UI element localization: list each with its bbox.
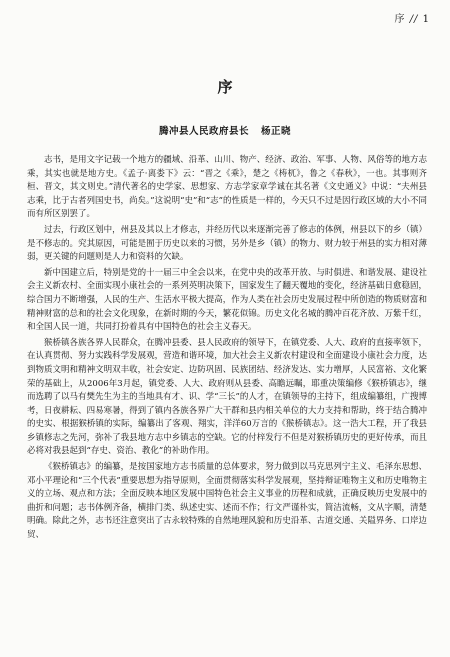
page-number: 1 [422,14,430,25]
running-header [395,10,431,25]
byline [0,123,450,137]
paragraph-2: 过去，行政区划中，州县及其以上才修志，并经历代以来逐渐完善了修志的体例，州县以下的乡（镇）是不修志的。究其原因，可能是囿于历史以来的习惯，另外是乡（镇）的物力、财力较于州县的实力相对薄弱，更关键的问题则是人力和资料的欠缺。 [27,224,427,263]
running-title: 序 [394,14,406,25]
paragraph-5: 《猴桥镇志》的编纂，是按国家地方志书质量的总体要求，努力做到以马克思列宁主义、毛泽东思想、邓小平理论和“三个代表”重要思想为指导原则，全面贯彻落实科学发展观，坚持辩证唯物主义和历史唯物主义的立场、观点和方法；全面反映本地区发展中国特色社会主义事业的历程和成就，正确反映历史发展中的曲折和问题；志书体例齐备，横排门类、纵述史实、述而不作；行文严谨朴实，简洁流畅，文从字顺，清楚明确。除此之外，志书还注意突出了古永较特殊的自然地理风貌和历史沿革、古道交通、关隘界务、口岸边贸、 [27,462,427,541]
author-position: 腾冲县人民政府县长 [158,126,249,137]
author-name: 杨正晓 [261,126,292,137]
page-title: 序 [217,78,233,96]
paragraph-3: 新中国建立后，特别是党的十一届三中全会以来，在党中央的改革开放、与时俱进、和谐发展、建设社会主义新农村、全面实现小康社会的一系列英明决策下，国家发生了翻天覆地的变化，经济基础日愈稳固，综合国力不断增强，人民的生产、生活水平极大提高，作为人类在社会历史发展过程中所创造的物质财富和精神财富的总和的社会文化现象，在新时期的今天，繁花似锦。历史文化名城的腾冲百花齐放、万紫千红，和全国人民一道，共同打扮着具有中国特色的社会主义春天。 [27,267,427,333]
preface-body [27,154,427,545]
running-separator: // [409,14,419,25]
paragraph-1: 志书，是用文字记载一个地方的疆域、沿革、山川、物产、经济、政治、军事、人物、风俗等的地方志乘，其实也就是地方史。《孟子·离娄下》云：“晋之《乘》，楚之《梼杌》，鲁之《春秋》，一也。其事则齐桓、晋文，其文则史。”清代著名的史学家、思想家、方志学家章学诚在其名著《文史通义》中说：“夫州县志乘，比于古者列国史书，尚矣。”这说明“史”和“志”的性质是一样的，今天只不过是因行政区域的大小不同而有所区别罢了。 [27,155,427,220]
paragraph-4: 猴桥镇各族各界人民群众，在腾冲县委、县人民政府的领导下，在镇党委、人大、政府的直接率领下，在认真贯彻、努力实践科学发展观，营造和谐环境，加大社会主义新农村建设和全面建设小康社会力度，达到物质文明和精神文明双丰收，社会安定、边防巩固、民族团结、经济发达、实力增厚，人民富裕、文化繁荣的基础上，从2006年3月起，镇党委、人大、政府则从县委、高瞻远瞩，耶重决策编修《猴桥镇志》，继而选聘了以马有樊先生为主的当地具有才、识、学“三长”的人才，在镇领导的主持下，组成编纂组，广搜博考，日夜耕耘、四易寒暑，得到了镇内各族各界广大干群和县内相关单位的大力支持和帮助，终于结合腾冲的史实、根据猴桥镇的实际，编纂出了客观、翔实，洋洋60万言的《猴桥镇志》。这一浩大工程，开了我县乡镇修志之先河，弥补了我县地方志中乡镇志的空缺。它的付梓发行不但是对猴桥镇历史的更好传承，而且必将对我县起到“存史、资治、教化”的补助作用。 [27,337,427,457]
